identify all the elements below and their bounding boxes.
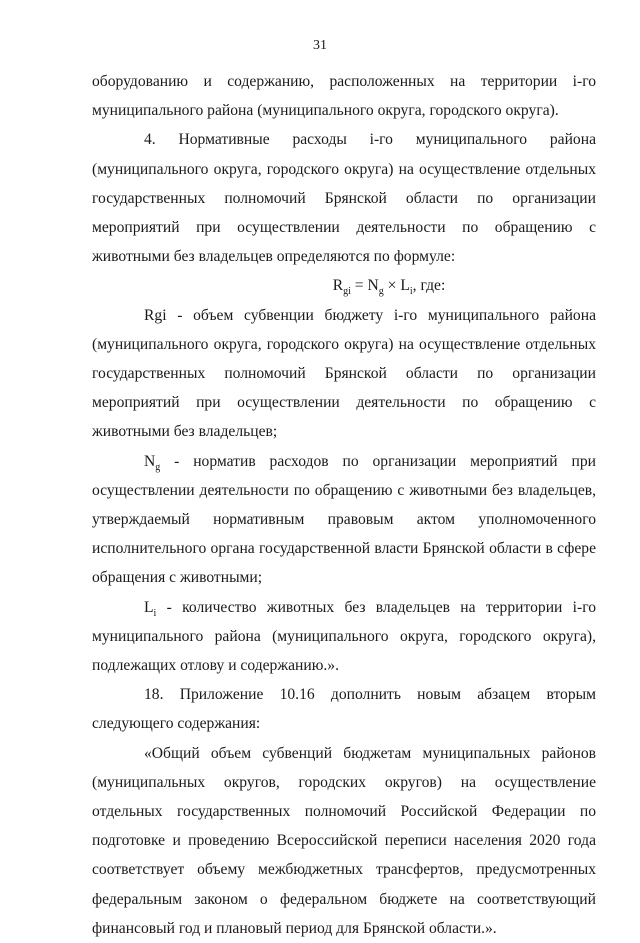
- formula-l-sub: i: [409, 286, 413, 298]
- paragraph-6: 18. Приложение 10.16 дополнить новым абзацем вторым следующего содержания:: [92, 686, 596, 733]
- paragraph-5-text: - количество животных без владельцев на территории i-го муниципального района (муниципального округа, городского округа), подлежащих отлову и содержанию.».: [92, 598, 596, 675]
- document-body: [92, 67, 596, 943]
- ng-sub: g: [155, 461, 161, 473]
- paragraph-4: [92, 447, 596, 593]
- paragraph-3: Rgi - объем субвенции бюджету i-го муниципального района (муниципального округа, городского округа) на осуществление отдельных государственных полномочий Брянской области по организации мероприятий при осуществлении деятельности по обращению с животными без владельцев;: [92, 306, 596, 441]
- formula-r: R: [332, 277, 344, 295]
- li-symbol: L: [144, 598, 154, 616]
- paragraph-4-text: - норматив расходов по организации мероприятий при осуществлении деятельности по обращению с животными без владельцев, утверждаемый нормативным правовым актом уполномоченного исполнительного органа государственной власти Брянской области в сфере обращения с животными;: [92, 452, 596, 587]
- formula: [92, 271, 596, 300]
- paragraph-5: [92, 593, 596, 681]
- li-sub: i: [153, 607, 157, 619]
- page-number: 31: [313, 38, 327, 53]
- formula-r-sub: gi: [343, 286, 351, 298]
- paragraph-1: оборудованию и содержанию, расположенных на территории i-го муниципального района (муниципального округа, городского округа).: [92, 73, 596, 120]
- formula-eq: = N: [350, 277, 379, 295]
- paragraph-7: «Общий объем субвенций бюджетам муниципальных районов (муниципальных округов, городских округов) на осуществление отдельных государственных полномочий Российской Федерации по подготовке и проведению Всероссийской переписи населения 2020 года соответствует объему межбюджетных трансфертов, предусмотренных федеральным законом о федеральном бюджете на соответствующий финансовый год и плановый период для Брянской области.».: [92, 744, 596, 937]
- formula-tail: , где:: [412, 277, 446, 295]
- formula-times: × L: [383, 277, 410, 295]
- paragraph-2: 4. Нормативные расходы i-го муниципального района (муниципального округа, городского округа) на осуществление отдельных государственных полномочий Брянской области по организации мероприятий при осуществлении деятельности по обращению с животными без владельцев определяются по формуле:: [92, 131, 596, 266]
- formula-n-sub: g: [378, 286, 384, 298]
- ng-symbol: N: [144, 452, 156, 470]
